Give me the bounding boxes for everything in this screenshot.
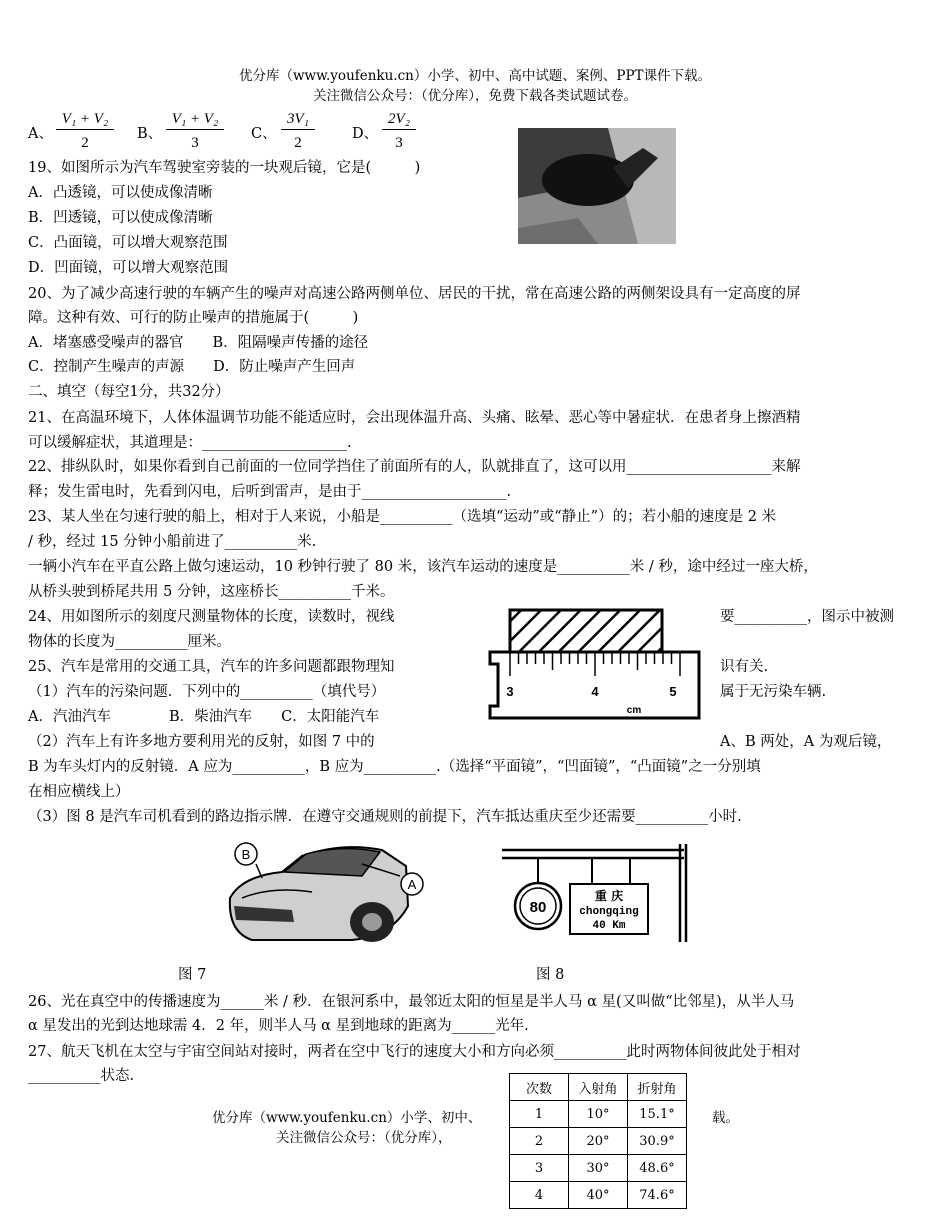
ruler-unit: cm [626,705,642,716]
q25-part2-line-3: 在相应横线上） [28,784,130,800]
q19-option-a: A．凸透镜，可以使成像清晰 [28,185,213,201]
table-cell: 4 [510,1182,569,1209]
table-header: 折射角 [628,1074,687,1101]
fig7-label-b: B [241,847,251,862]
ruler-tick-5: 5 [669,684,677,699]
q25-options: A．汽油汽车 B．柴油汽车 C．太阳能汽车 [28,709,380,725]
q19-option-d: D．凹面镜，可以增大观察范围 [28,260,229,276]
table-cell: 20° [569,1128,628,1155]
q27-line-1: 27、航天飞机在太空与宇宙空间站对接时，两者在空中飞行的速度大小和方向必须__________此时两物体间彼此处于相对 [28,1044,801,1060]
q25-part2: （2）汽车上有许多地方要利用光的反射，如图 7 中的 [28,734,375,750]
q26-line-2: α 星发出的光到达地球需 4．2 年，则半人马 α 星到地球的距离为______光年. [28,1018,529,1034]
table-row [510,1182,687,1209]
table-cell: 48.6° [628,1155,687,1182]
rearview-mirror-photo [518,128,676,244]
option-c-label: C、 [251,126,277,142]
table-row [510,1155,687,1182]
ruler-figure [484,606,706,724]
q20-stem-1: 20、为了减少高速行驶的车辆产生的噪声对高速公路两侧单位、居民的干扰，常在高速公路的两侧架设具有一定高度的屏 [28,286,801,302]
table-row [510,1128,687,1155]
q20-options-2: C．控制产生噪声的声源 D．防止噪声产生回声 [28,359,356,375]
q25-part2-right: A、B 两处，A 为观后镜， [720,734,892,750]
q27-line-2: __________状态. [28,1068,135,1084]
q21-line-1: 21、在高温环境下，人体体温调节功能不能适应时，会出现体温升高、头痛、眩晕、恶心等中暑症状．在患者身上擦酒精 [28,410,801,426]
q19-option-c: C．凸面镜，可以增大观察范围 [28,235,228,251]
ruler-tick-3: 3 [506,684,514,699]
q23-line-1: 23、某人坐在匀速行驶的船上，相对于人来说，小船是__________（选填“运动”或“静止”）的；若小船的速度是 2 米 [28,509,777,525]
q25-part2-line-2: B 为车头灯内的反射镜．A 应为__________，B 应为__________.（选择“平面镜”，“凹面镜”，“凸面镜”之一分别填 [28,759,761,775]
q25-part1: （1）汽车的污染问题．下列中的__________（填代号） [28,684,386,700]
sign-city: 重 庆 [594,889,624,903]
table-cell: 10° [569,1101,628,1128]
table-cell: 3 [510,1155,569,1182]
table-cell: 15.1° [628,1101,687,1128]
footer-line-1-end: 载。 [712,1110,739,1126]
option-d-label: D、 [352,126,379,142]
q23-line-3: 一辆小汽车在平直公路上做匀速运动，10 秒钟行驶了 80 米，该汽车运动的速度是__________米 / 秒，途中经过一座大桥， [28,559,818,575]
fig7-label-a: A [407,877,417,892]
q19-stem: 19、如图所示为汽车驾驶室旁装的一块观后镜，它是( ) [28,160,421,176]
q20-stem-2: 障。这种有效、可行的防止噪声的措施属于( ) [28,310,359,326]
table-header: 次数 [510,1074,569,1101]
table-cell: 30.9° [628,1128,687,1155]
table-header: 入射角 [569,1074,628,1101]
option-b-label: B、 [137,126,163,142]
table-cell: 74.6° [628,1182,687,1209]
sign-pinyin: chongqing [579,906,639,918]
table-header-row [510,1074,687,1101]
q24-line-1-right: 要__________，图示中被测 [720,609,894,625]
option-a-label: A、 [28,126,53,142]
q26-line-1: 26、光在真空中的传播速度为______米 / 秒．在银河系中，最邻近太阳的恒星是半人马 α 星(又叫做“比邻星)，从半人马 [28,994,795,1010]
q25-part1-right: 属于无污染车辆. [720,684,827,700]
q24-line-2: 物体的长度为__________厘米。 [28,634,231,650]
q25-line-1-right: 识有关. [720,659,769,675]
refraction-table [509,1073,687,1209]
figure-7-caption: 图 7 [178,967,207,983]
table-cell: 40° [569,1182,628,1209]
q25-line-1: 25、汽车是常用的交通工具，汽车的许多问题都跟物理知 [28,659,395,675]
q24-line-1: 24、用如图所示的刻度尺测量物体的长度，读数时，视线 [28,609,395,625]
table-cell: 2 [510,1128,569,1155]
sign-distance: 40 Km [592,920,626,932]
figure-8-road-sign [500,842,690,942]
q21-line-2: 可以缓解症状，其道理是：____________________. [28,435,352,451]
q20-options-1: A．堵塞感受噪声的器官 B．阻隔噪声传播的途径 [28,335,369,351]
q22-line-2: 释；发生雷电时，先看到闪电，后听到雷声，是由于____________________. [28,484,512,500]
figure-8-caption: 图 8 [536,967,565,983]
q22-line-1: 22、排纵队时，如果你看到自己前面的一位同学挡住了前面所有的人，队就排直了，这可以用____________________来解 [28,459,801,475]
figure-7-car [222,836,417,946]
q23-line-4: 从桥头驶到桥尾共用 5 分钟，这座桥长__________千米。 [28,584,395,600]
q23-line-2: / 秒，经过 15 分钟小船前进了__________米. [28,534,317,550]
header-line-2: 关注微信公众号：（优分库），免费下载各类试题试卷。 [313,88,637,104]
q19-option-b: B．凹透镜，可以使成像清晰 [28,210,213,226]
ruler-tick-4: 4 [591,684,599,699]
footer-line-2: 关注微信公众号：（优分库）， [276,1130,452,1146]
section-2-heading: 二、填空（每空1分，共32分） [28,384,230,400]
footer-line-1: 优分库（www.youfenku.cn）小学、初中、 [212,1110,482,1126]
table-cell: 1 [510,1101,569,1128]
speed-limit-value: 80 [529,899,547,916]
header-line-1: 优分库（www.youfenku.cn）小学、初中、高中试题、案例、PPT课件下载。 [238,68,712,84]
table-row [510,1101,687,1128]
table-cell: 30° [569,1155,628,1182]
q25-part3: （3）图 8 是汽车司机看到的路边指示牌．在遵守交通规则的前提下，汽车抵达重庆至少还需要__________小时. [28,809,742,825]
